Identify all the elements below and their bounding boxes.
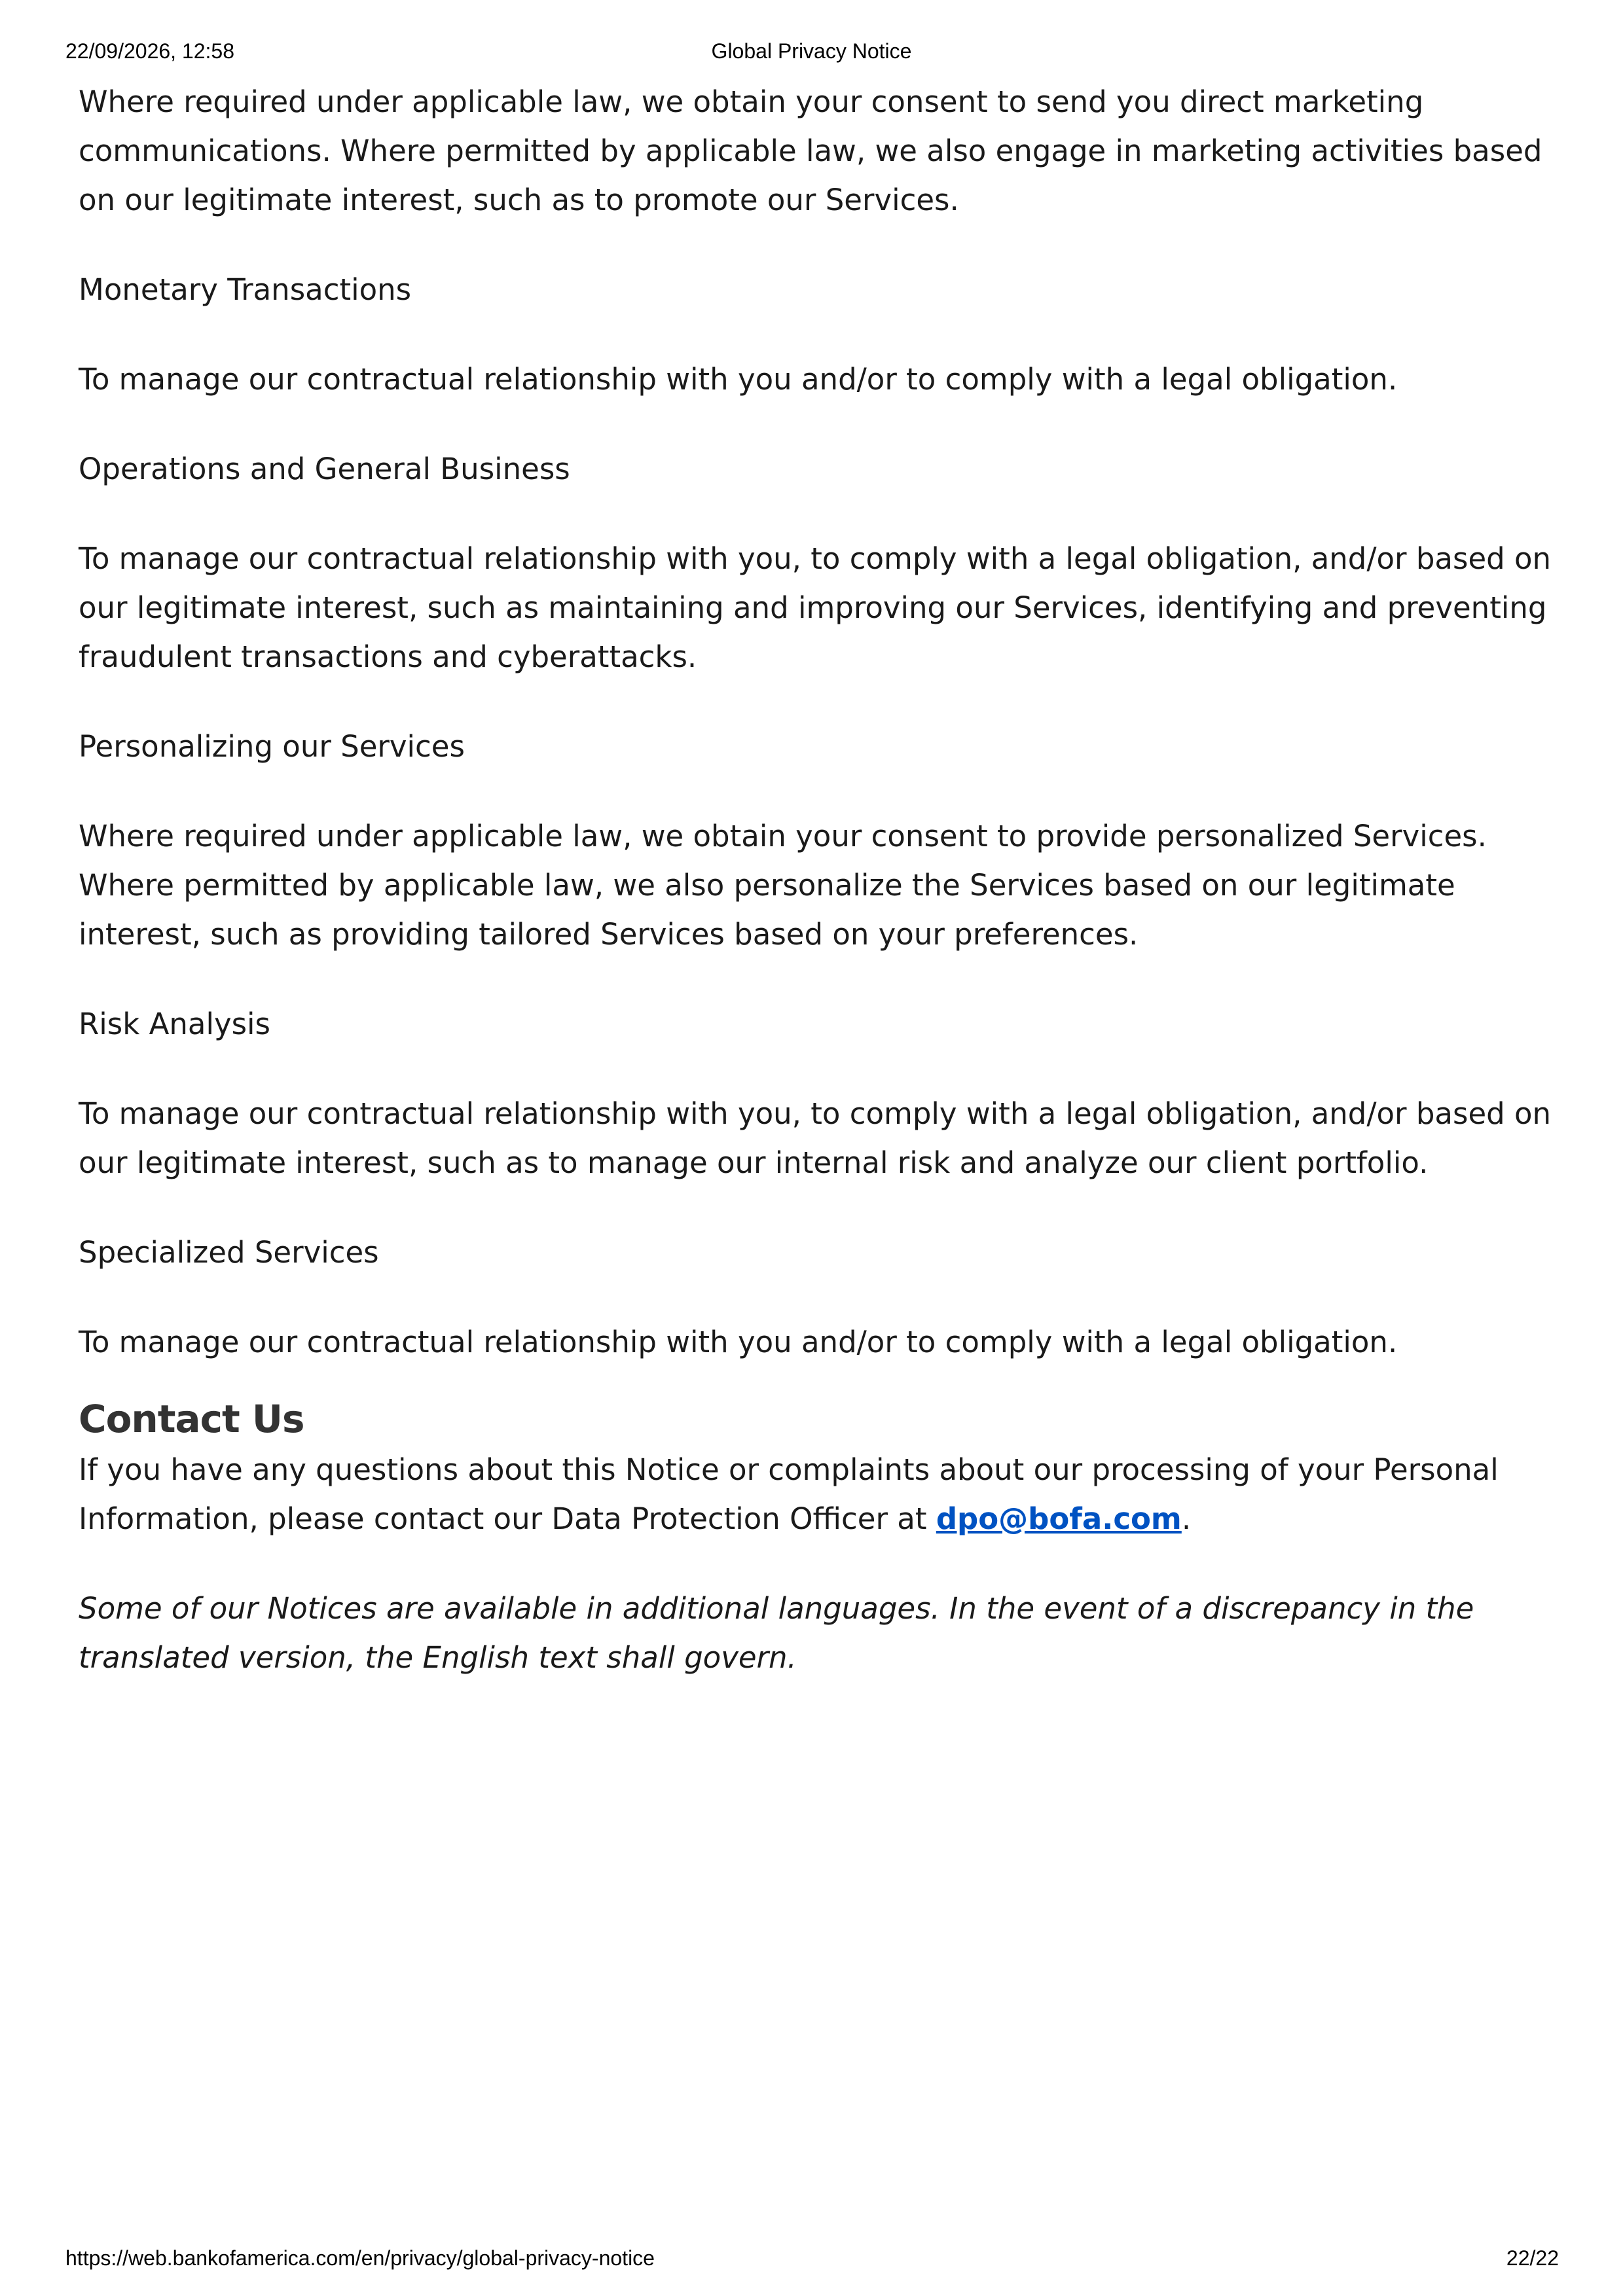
page-content bbox=[79, 77, 1558, 1723]
specialized-services-paragraph: To manage our contractual relationship with you and/or to comply with a legal obligation. bbox=[79, 1325, 1398, 1359]
personalizing-label: Personalizing our Services bbox=[79, 729, 465, 764]
languages-note: Some of our Notices are available in additional languages. In the event of a discrepancy in the translated version, the English text shall govern. bbox=[79, 1591, 1474, 1675]
print-datetime: 22/09/2026, 12:58 bbox=[65, 39, 235, 63]
marketing-paragraph: Where required under applicable law, we obtain your consent to send you direct marketing communications. Where permitted by applicable law, we also engage in marketing activities based on our legitimate interest, such as to promote our Services. bbox=[79, 84, 1542, 217]
personalizing-paragraph: Where required under applicable law, we obtain your consent to provide personalized Services. Where permitted by applicable law, we also personalize the Services based on our legitimate interest, such as providing tailored Services based on your preferences. bbox=[79, 819, 1487, 952]
contact-us-heading: Contact Us bbox=[79, 1397, 304, 1441]
print-url: https://web.bankofamerica.com/en/privacy/global-privacy-notice bbox=[65, 2246, 655, 2270]
risk-analysis-label: Risk Analysis bbox=[79, 1007, 270, 1041]
print-header bbox=[0, 39, 1623, 72]
risk-analysis-paragraph: To manage our contractual relationship with you, to comply with a legal obligation, and/or based on our legitimate interest, such as to manage our internal risk and analyze our client portfolio. bbox=[79, 1096, 1552, 1180]
operations-label: Operations and General Business bbox=[79, 452, 570, 486]
contact-paragraph bbox=[79, 1445, 1558, 1543]
monetary-transactions-label: Monetary Transactions bbox=[79, 272, 412, 307]
contact-email-link[interactable]: dpo@bofa.com bbox=[936, 1501, 1182, 1536]
operations-paragraph: To manage our contractual relationship with you, to comply with a legal obligation, and/or based on our legitimate interest, such as maintaining and improving our Services, identifying and preventing fraudulent transactions and cyberattacks. bbox=[79, 541, 1552, 674]
contact-text-end: . bbox=[1181, 1501, 1192, 1536]
monetary-transactions-paragraph: To manage our contractual relationship with you and/or to comply with a legal obligation. bbox=[79, 362, 1398, 397]
specialized-services-label: Specialized Services bbox=[79, 1235, 379, 1270]
print-page-number: 22/22 bbox=[1506, 2246, 1559, 2270]
contact-text: If you have any questions about this Notice or complaints about our processing of your Personal Information, please contact our Data Protection Officer at bbox=[79, 1452, 1499, 1536]
print-title: Global Privacy Notice bbox=[711, 39, 912, 63]
print-footer bbox=[0, 2246, 1623, 2279]
